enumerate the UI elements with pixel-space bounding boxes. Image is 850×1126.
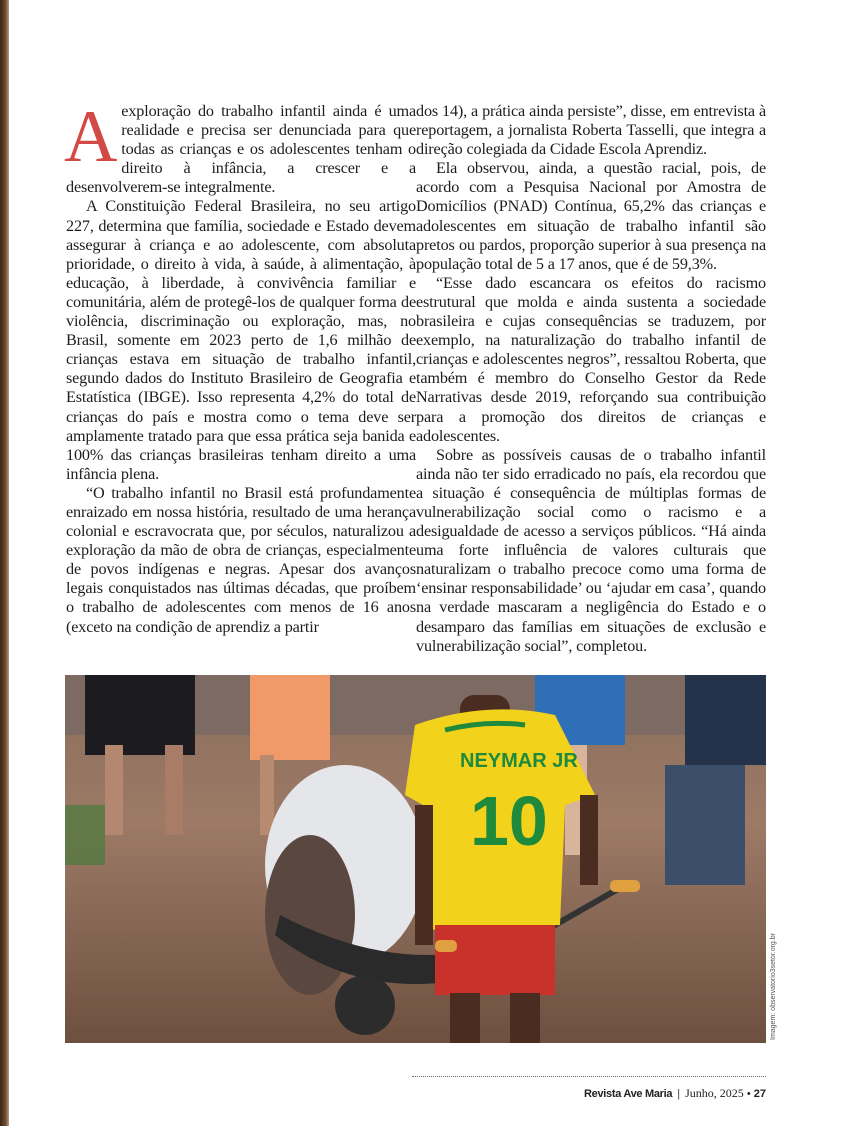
drop-cap: A: [64, 96, 118, 178]
article-photo: [65, 675, 766, 1043]
shirt-name: NEYMAR JR: [460, 750, 578, 772]
shirt-number: 10: [470, 782, 548, 860]
paragraph: dos 14), a prática ainda persiste”, disse, em entrevista à reportagem, a jornalista Roberta Tasselli, que integra a direção colegiada da Cidade Escola Aprendiz.: [416, 102, 766, 159]
page-number: 27: [753, 1088, 766, 1100]
paragraph: “Esse dado escancara os efeitos do racismo estrutural que molda e ainda sustenta a sociedade brasileira e cujas consequências se traduzem, por exemplo, na naturalização do trabalho infantil de crianças e adolescentes negros”, ressaltou Roberta, que também é membro do Conselho Gestor da Rede Narrativas desde 2019, reforçando sua contribuição para a promoção dos direitos de crianças e adolescentes.: [416, 273, 766, 445]
footer-divider: [412, 1076, 766, 1077]
paragraph: Ela observou, ainda, a questão racial, pois, de acordo com a Pesquisa Nacional por Amostra de Domicílios (PNAD) Contínua, 65,2% das crianças e adolescentes em situação de trabalho infantil são pretos ou pardos, proporção superior à sua presença na população total de 5 a 17 anos, que é de 59,3%.: [416, 159, 766, 273]
photo-credit: Imagem: observatorio3setor.org.br: [770, 933, 777, 1040]
page-edge: [0, 0, 9, 1126]
article-column-2: [416, 102, 766, 656]
paragraph: Sobre as possíveis causas de o trabalho infantil ainda não ter sido erradicado no país, ela recordou que a situação é consequência de múltiplas formas de vulnerabilização social como o racismo e a desigualdade de acesso a serviços públicos. “Há ainda uma forte influência de valores culturais que naturalizam o trabalho precoce como uma forma de ‘ensinar responsabilidade’ ou ‘ajudar em casa’, quando na verdade mascaram a negligência do Estado e o desamparo das famílias em situações de exclusão e vulnerabilização social”, completou.: [416, 445, 766, 655]
magazine-name: Revista Ave Maria: [583, 1088, 673, 1100]
paragraph: Aexploração do trabalho infantil ainda é uma realidade e precisa ser denunciada para que todas as crianças e os adolescentes tenham o direito à infância, a crescer e a desenvolverem-se integralmente.: [64, 96, 416, 197]
paragraph: A Constituição Federal Brasileira, no seu artigo 227, determina que família, sociedade e Estado devem assegurar à criança e ao adolescente, com absoluta prioridade, o direito à vida, à saúde, à alimentação, à educação, à liberdade, à convivência familiar e comunitária, além de protegê-los de qualquer forma de violência, discriminação ou exploração, mas, no Brasil, somente em 2023 perto de 1,6 milhão de crianças estava em situação de trabalho infantil, segundo dados do Instituto Brasileiro de Geografia e Estatística (IBGE). Isso representa 4,2% do total de crianças do país e mostra como o tema deve ser amplamente tratado para que essa prática seja banida e 100% das crianças brasileiras tenham direito a uma infância plena.: [66, 197, 416, 483]
footer-separator: |: [677, 1088, 681, 1100]
footer-bullet: •: [746, 1088, 751, 1100]
article-column-1: [64, 96, 416, 637]
page-footer: [584, 1086, 766, 1101]
issue-date: Junho, 2025: [685, 1086, 744, 1100]
paragraph: “O trabalho infantil no Brasil está profundamente enraizado em nossa história, resultado de uma herança colonial e escravocrata que, por séculos, naturalizou a exploração da mão de obra de crianças, especialmente de povos indígenas e negras. Apesar dos avanços legais conquistados nas últimas décadas, que proíbem o trabalho de adolescentes com menos de 16 anos (exceto na condição de aprendiz a partir: [66, 483, 416, 636]
